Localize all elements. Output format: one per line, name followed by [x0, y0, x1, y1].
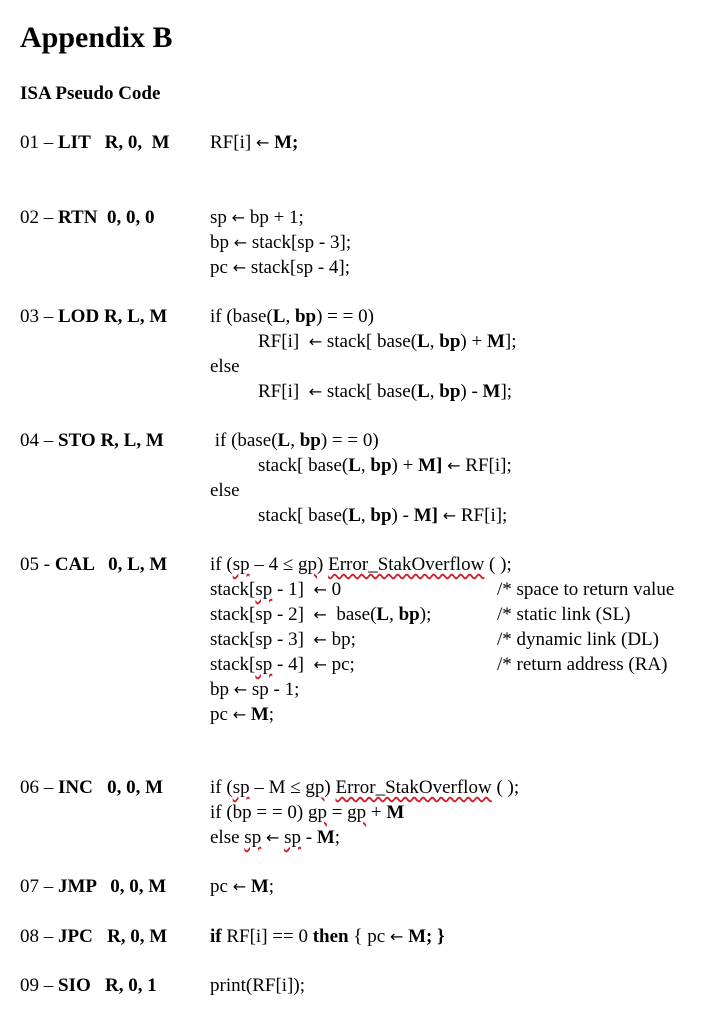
instruction-label-inc: 06 – INC 0, 0, M: [20, 777, 164, 798]
left-arrow-icon: ←: [442, 506, 457, 525]
left-arrow-icon: ←: [313, 630, 327, 649]
left-arrow-icon: ←: [233, 233, 248, 252]
code-line: pc ← stack[sp - 4];: [210, 257, 351, 278]
code-line: sp ← bp + 1;: [210, 207, 304, 228]
page-title: Appendix B: [20, 21, 173, 54]
code-comment: /* return address (RA): [497, 654, 668, 675]
code-line: if (base(L, bp) = = 0): [210, 430, 379, 451]
instruction-label-jmp: 07 – JMP 0, 0, M: [20, 876, 167, 897]
code-line: RF[i] ← stack[ base(L, bp) - M];: [258, 381, 513, 402]
code-line: else: [210, 480, 240, 501]
code-line: stack[ base(L, bp) - M] ← RF[i];: [258, 505, 508, 526]
code-comment: /* dynamic link (DL): [497, 629, 659, 650]
left-arrow-icon: ←: [265, 828, 280, 847]
left-arrow-icon: ←: [313, 605, 327, 624]
left-arrow-icon: ←: [232, 877, 247, 896]
code-line: stack[sp - 4] ← pc;: [210, 654, 355, 675]
left-arrow-icon: ←: [255, 133, 270, 152]
opcode-jpc: JPC: [58, 926, 93, 947]
left-arrow-icon: ←: [313, 580, 327, 599]
code-line: else sp ← sp - M;: [210, 827, 341, 848]
instruction-label-cal: 05 - CAL 0, L, M: [20, 554, 168, 575]
code-line: pc ← M;: [210, 704, 275, 725]
instruction-label-sto: 04 – STO R, L, M: [20, 430, 164, 451]
opcode-lit: LIT: [58, 132, 91, 153]
code-line: if (bp = = 0) gp = gp + M: [210, 802, 405, 823]
left-arrow-icon: ←: [233, 680, 248, 699]
code-line: bp ← stack[sp - 3];: [210, 232, 352, 253]
instruction-label-sio: 09 – SIO R, 0, 1: [20, 975, 157, 996]
opcode-inc: INC: [58, 777, 93, 798]
code-line: RF[i] ← M;: [210, 132, 299, 153]
code-line: if (sp – M ≤ gp) Error_StakOverflow ( );: [210, 777, 520, 798]
opcode-rtn: RTN: [58, 207, 98, 228]
code-line: else: [210, 356, 240, 377]
instruction-label-jpc: 08 – JPC R, 0, M: [20, 926, 168, 947]
left-arrow-icon: ←: [308, 332, 323, 351]
code-line: RF[i] ← stack[ base(L, bp) + M];: [258, 331, 517, 352]
opcode-lod: LOD: [58, 306, 100, 327]
code-line: stack[sp - 3] ← bp;: [210, 629, 356, 650]
opcode-cal: CAL: [54, 554, 94, 575]
left-arrow-icon: ←: [231, 208, 246, 227]
left-arrow-icon: ←: [389, 927, 404, 946]
section-subtitle: ISA Pseudo Code: [20, 83, 161, 104]
left-arrow-icon: ←: [232, 705, 247, 724]
left-arrow-icon: ←: [313, 655, 327, 674]
opcode-sto: STO: [58, 430, 96, 451]
code-line: stack[sp - 2] ← base(L, bp);: [210, 604, 432, 625]
code-line: stack[sp - 1] ← 0: [210, 579, 342, 600]
code-comment: /* space to return value: [497, 579, 675, 600]
code-line: stack[ base(L, bp) + M] ← RF[i];: [258, 455, 512, 476]
instruction-label-rtn: 02 – RTN 0, 0, 0: [20, 207, 155, 228]
opcode-sio: SIO: [58, 975, 91, 996]
code-line: pc ← M;: [210, 876, 275, 897]
left-arrow-icon: ←: [308, 382, 323, 401]
code-line: print(RF[i]);: [210, 975, 305, 996]
code-line: if RF[i] == 0 then { pc ← M; }: [210, 926, 445, 947]
opcode-jmp: JMP: [58, 876, 96, 897]
code-line: bp ← sp - 1;: [210, 679, 300, 700]
code-line: if (base(L, bp) = = 0): [210, 306, 374, 327]
left-arrow-icon: ←: [232, 258, 247, 277]
code-line: if (sp – 4 ≤ gp) Error_StakOverflow ( );: [210, 554, 512, 575]
instruction-label-lit: 01 – LIT R, 0, M: [20, 132, 170, 153]
instruction-label-lod: 03 – LOD R, L, M: [20, 306, 168, 327]
code-comment: /* static link (SL): [497, 604, 631, 625]
left-arrow-icon: ←: [447, 456, 461, 475]
